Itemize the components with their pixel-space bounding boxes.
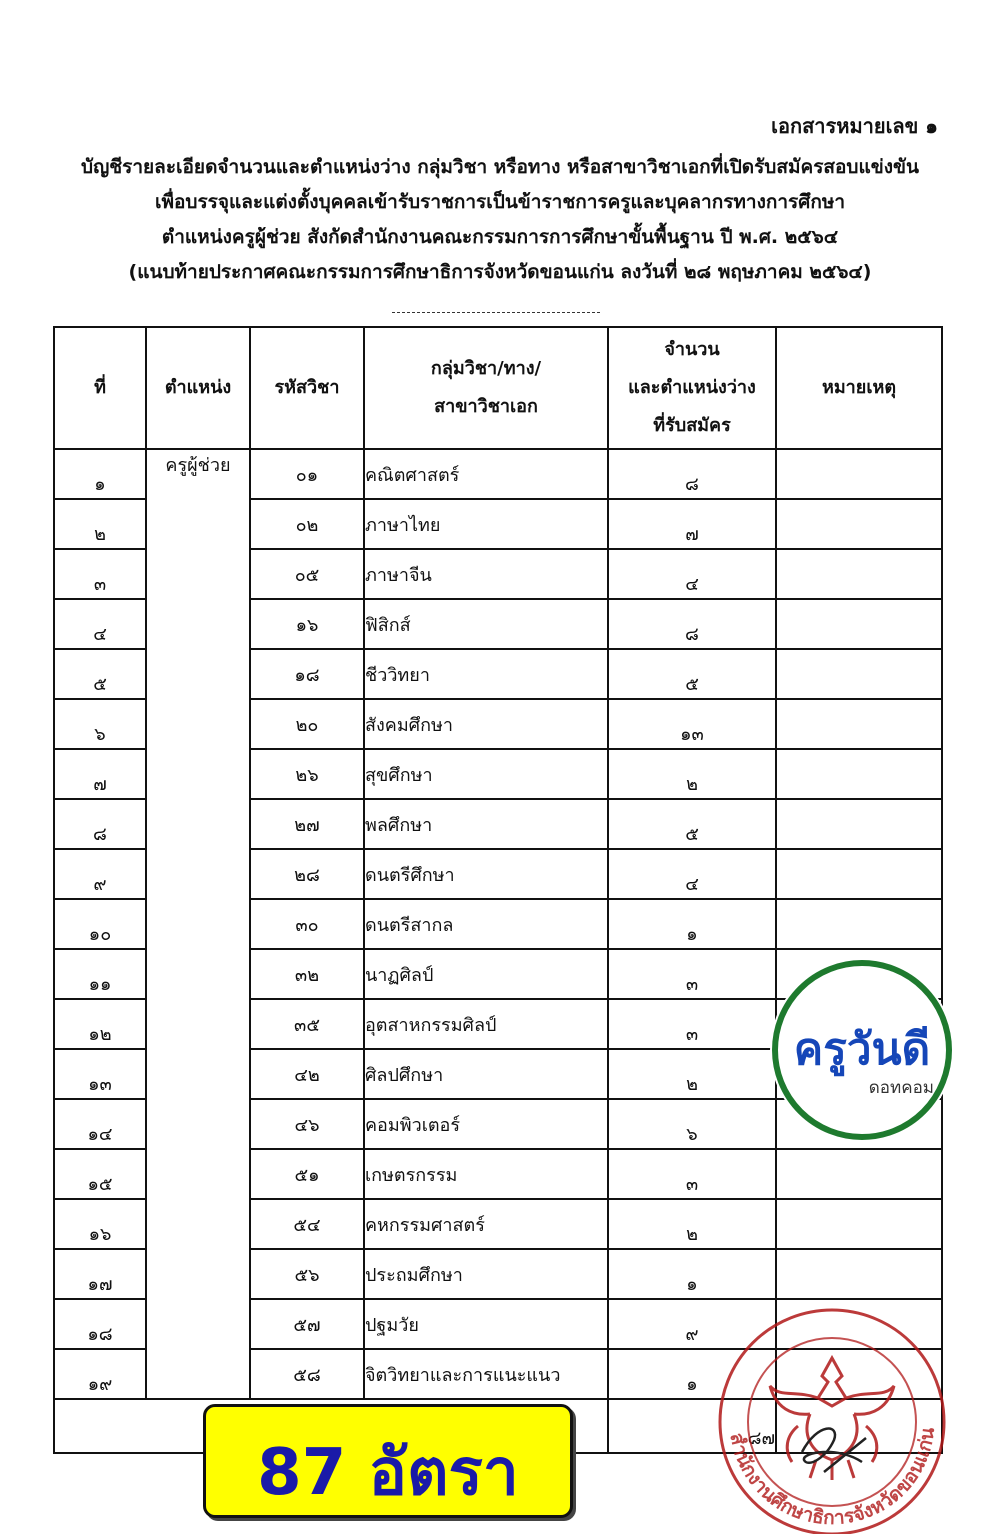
note-cell <box>776 699 942 749</box>
header-code: รหัสวิชา <box>250 327 364 449</box>
vacancy-count: ๕ <box>608 799 776 849</box>
note-cell <box>776 899 942 949</box>
row-number: ๔ <box>54 599 146 649</box>
vacancy-count: ๒ <box>608 1049 776 1099</box>
subject-name: ชีววิทยา <box>364 649 608 699</box>
subject-code: ๒๗ <box>250 799 364 849</box>
subject-name: เกษตรกรรม <box>364 1149 608 1199</box>
subject-code: ๕๗ <box>250 1299 364 1349</box>
row-number: ๑๐ <box>54 899 146 949</box>
heading-line-3: ตำแหน่งครูผู้ช่วย สังกัดสำนักงานคณะกรรมการการศึกษาขั้นพื้นฐาน ปี พ.ศ. ๒๕๖๔ <box>161 226 839 248</box>
row-number: ๘ <box>54 799 146 849</box>
vacancy-count: ๑ <box>608 899 776 949</box>
header-subject <box>364 327 608 449</box>
vacancy-count: ๘ <box>608 449 776 499</box>
subject-code: ๑๖ <box>250 599 364 649</box>
header-position: ตำแหน่ง <box>146 327 250 449</box>
subject-code: ๓๐ <box>250 899 364 949</box>
vacancy-count: ๑ <box>608 1349 776 1399</box>
subject-name: ภาษาจีน <box>364 549 608 599</box>
row-number: ๑๕ <box>54 1149 146 1199</box>
subject-code: ๒๐ <box>250 699 364 749</box>
note-cell <box>776 1149 942 1199</box>
subject-name: ฟิสิกส์ <box>364 599 608 649</box>
watermark-logo <box>772 960 952 1140</box>
subject-name: สังคมศึกษา <box>364 699 608 749</box>
note-cell <box>776 649 942 699</box>
seal-text: สำนักงานศึกษาธิการจังหวัดขอนแก่น <box>725 1426 939 1530</box>
vacancy-count: ๓ <box>608 999 776 1049</box>
position-cell: ครูผู้ช่วย <box>146 449 250 1399</box>
note-cell <box>776 549 942 599</box>
note-cell <box>776 1199 942 1249</box>
subject-name: นาฏศิลป์ <box>364 949 608 999</box>
subject-name: ภาษาไทย <box>364 499 608 549</box>
subject-code: ๔๒ <box>250 1049 364 1099</box>
vacancy-count-badge <box>203 1404 573 1518</box>
row-number: ๑๖ <box>54 1199 146 1249</box>
subject-code: ๓๕ <box>250 999 364 1049</box>
subject-code: ๐๑ <box>250 449 364 499</box>
header-count-line-3: ที่รับสมัคร <box>653 415 731 436</box>
document-number: เอกสารหมายเลข ๑ <box>771 114 938 138</box>
vacancy-count: ๔ <box>608 849 776 899</box>
subject-name: ศิลปศึกษา <box>364 1049 608 1099</box>
row-number: ๗ <box>54 749 146 799</box>
total-count: ๘๗ <box>608 1399 776 1453</box>
subject-name: ประถมศึกษา <box>364 1249 608 1299</box>
heading-line-1: บัญชีรายละเอียดจำนวนและตำแหน่งว่าง กลุ่มวิชา หรือทาง หรือสาขาวิชาเอกที่เปิดรับสมัครสอบแข่งขัน <box>81 156 919 178</box>
row-number: ๑๔ <box>54 1099 146 1149</box>
vacancy-count: ๙ <box>608 1299 776 1349</box>
row-number: ๑๓ <box>54 1049 146 1099</box>
note-cell <box>776 799 942 849</box>
table-header-row <box>54 327 942 449</box>
note-cell <box>776 749 942 799</box>
header-subject-line-1: กลุ่มวิชา/ทาง/ <box>430 358 542 379</box>
row-number: ๕ <box>54 649 146 699</box>
row-number: ๑๘ <box>54 1299 146 1349</box>
header-subject-line-2: สาขาวิชาเอก <box>434 396 538 417</box>
subject-name: คอมพิวเตอร์ <box>364 1099 608 1149</box>
row-number: ๓ <box>54 549 146 599</box>
row-number: ๑๑ <box>54 949 146 999</box>
subject-code: ๑๘ <box>250 649 364 699</box>
document-heading <box>40 150 960 290</box>
vacancy-count: ๑๓ <box>608 699 776 749</box>
subject-name: สุขศึกษา <box>364 749 608 799</box>
heading-divider <box>392 312 600 313</box>
row-number: ๙ <box>54 849 146 899</box>
row-number: ๖ <box>54 699 146 749</box>
vacancy-count: ๔ <box>608 549 776 599</box>
subject-code: ๒๖ <box>250 749 364 799</box>
official-seal <box>706 1302 956 1534</box>
badge-text: 87 อัตรา <box>257 1436 519 1510</box>
subject-name: คณิตศาสตร์ <box>364 449 608 499</box>
vacancy-count: ๕ <box>608 649 776 699</box>
subject-name: ดนตรีสากล <box>364 899 608 949</box>
row-number: ๑๗ <box>54 1249 146 1299</box>
garuda-emblem-icon <box>770 1358 894 1480</box>
vacancy-count: ๘ <box>608 599 776 649</box>
subject-name: พลศึกษา <box>364 799 608 849</box>
subject-code: ๓๒ <box>250 949 364 999</box>
vacancy-count: ๑ <box>608 1249 776 1299</box>
header-count <box>608 327 776 449</box>
header-no: ที่ <box>54 327 146 449</box>
subject-code: ๕๘ <box>250 1349 364 1399</box>
table-row <box>54 449 942 499</box>
vacancy-count: ๗ <box>608 499 776 549</box>
row-number: ๑ <box>54 449 146 499</box>
watermark-sub-text: ดอทคอม <box>868 1078 934 1098</box>
subject-code: ๒๘ <box>250 849 364 899</box>
subject-code: ๔๖ <box>250 1099 364 1149</box>
vacancy-count: ๓ <box>608 1149 776 1199</box>
subject-code: ๐๒ <box>250 499 364 549</box>
row-number: ๑๒ <box>54 999 146 1049</box>
subject-name: ดนตรีศึกษา <box>364 849 608 899</box>
header-count-line-1: จำนวน <box>664 339 720 360</box>
header-note: หมายเหตุ <box>776 327 942 449</box>
subject-code: ๕๖ <box>250 1249 364 1299</box>
note-cell <box>776 1249 942 1299</box>
subject-name: ปฐมวัย <box>364 1299 608 1349</box>
row-number: ๑๙ <box>54 1349 146 1399</box>
subject-code: ๕๔ <box>250 1199 364 1249</box>
heading-line-2: เพื่อบรรจุและแต่งตั้งบุคคลเข้ารับราชการเป็นข้าราชการครูและบุคลากรทางการศึกษา <box>154 191 846 213</box>
note-cell <box>776 849 942 899</box>
vacancy-count: ๒ <box>608 749 776 799</box>
note-cell <box>776 499 942 549</box>
subject-name: คหกรรมศาสตร์ <box>364 1199 608 1249</box>
subject-name: จิตวิทยาและการแนะแนว <box>364 1349 608 1399</box>
vacancy-count: ๒ <box>608 1199 776 1249</box>
subject-code: ๕๑ <box>250 1149 364 1199</box>
subject-code: ๐๕ <box>250 549 364 599</box>
header-count-line-2: และตำแหน่งว่าง <box>628 377 756 398</box>
watermark-main-text: ครูวันดี <box>793 1024 931 1075</box>
heading-line-4: (แนบท้ายประกาศคณะกรรมการศึกษาธิการจังหวัดขอนแก่น ลงวันที่ ๒๘ พฤษภาคม ๒๕๖๔) <box>128 261 872 283</box>
vacancy-count: ๖ <box>608 1099 776 1149</box>
subject-name: อุตสาหกรรมศิลป์ <box>364 999 608 1049</box>
note-cell <box>776 599 942 649</box>
note-cell <box>776 449 942 499</box>
vacancy-count: ๓ <box>608 949 776 999</box>
vacancy-table <box>53 326 943 1454</box>
row-number: ๒ <box>54 499 146 549</box>
